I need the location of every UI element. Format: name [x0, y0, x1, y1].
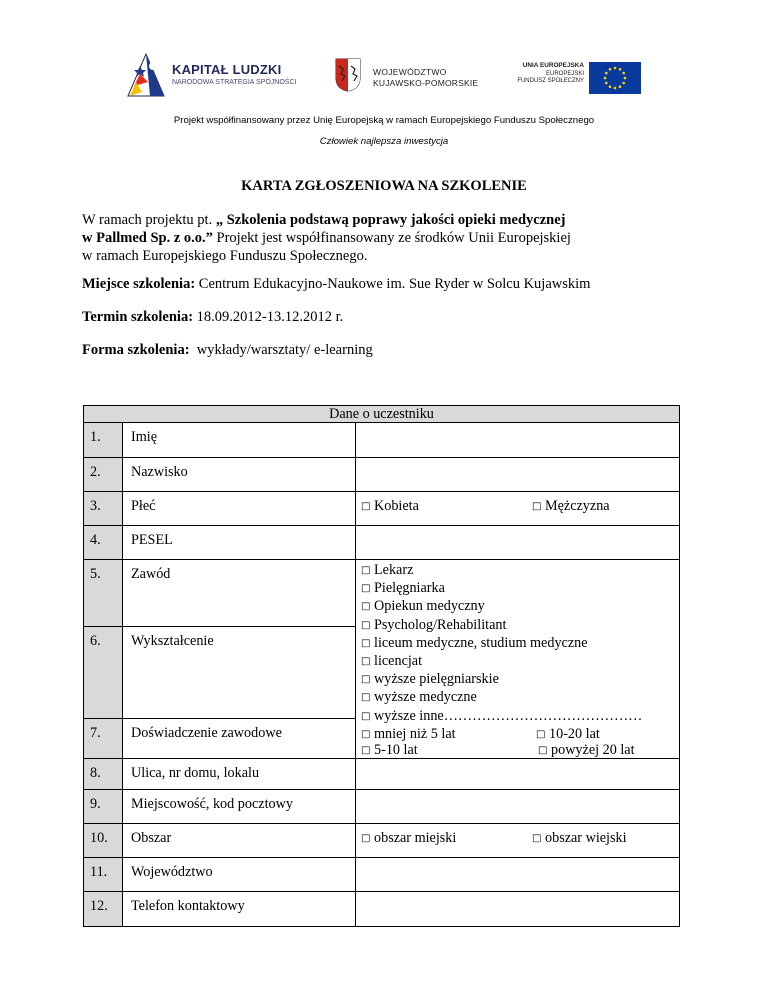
row-label: Ulica, nr domu, lokalu: [131, 765, 260, 782]
row-label: Obszar: [131, 830, 172, 847]
table-header-row: [84, 406, 680, 423]
checkbox-icon: □: [361, 501, 371, 512]
checkbox-icon: □: [361, 833, 371, 845]
eu-logo-text: [517, 62, 584, 86]
row-label: Nazwisko: [131, 464, 188, 480]
training-term: [82, 309, 702, 326]
training-term-label: Termin szkolenia:: [82, 309, 194, 325]
profession-option[interactable]: □ Opiekun medyczny: [361, 598, 485, 615]
table-row: [84, 759, 680, 790]
experience-option[interactable]: □ 10-20 lat: [536, 725, 600, 742]
last-name-field[interactable]: [356, 458, 680, 492]
row-label: Imię: [131, 429, 157, 445]
row-number: 2.: [90, 464, 101, 480]
table-row: [84, 824, 680, 858]
row-number: 7.: [90, 724, 101, 741]
training-term-value: 18.09.2012-13.12.2012 r.: [193, 309, 344, 325]
intro-paragraph: [82, 211, 702, 265]
row-number: 12.: [90, 898, 108, 915]
document-title: KARTA ZGŁOSZENIOWA NA SZKOLENIE: [241, 178, 527, 194]
education-option[interactable]: □ wyższe inne……………………………………: [361, 707, 643, 724]
checkbox-icon: □: [532, 833, 542, 845]
training-form: [82, 342, 702, 359]
row-number: 5.: [90, 566, 101, 582]
wojewodztwo-line-1: WOJEWÓDZTWO: [373, 67, 447, 77]
profession-education-experience-cell: [356, 560, 680, 759]
city-postal-code-field[interactable]: [356, 790, 680, 824]
project-name-1: „ Szkolenia podstawą poprawy jakości opieki medycznej: [215, 212, 566, 228]
row-number: 8.: [90, 765, 101, 782]
experience-option[interactable]: □ 5-10 lat: [361, 742, 418, 759]
row-label: Województwo: [131, 864, 213, 881]
experience-option[interactable]: □ mniej niż 5 lat: [361, 725, 456, 742]
training-form-label: Forma szkolenia:: [82, 342, 190, 358]
education-option[interactable]: □ liceum medyczne, studium medyczne: [361, 634, 588, 651]
row-number: 10.: [90, 830, 108, 847]
row-number: 9.: [90, 796, 101, 813]
table-row: [84, 790, 680, 824]
table-row: [84, 526, 680, 560]
checkbox-icon: □: [532, 501, 542, 512]
area-option-rural[interactable]: □ obszar wiejski: [532, 830, 627, 847]
cofinance-note: Projekt współfinansowany przez Unię Europejską w ramach Europejskiego Funduszu Społecznego: [173, 115, 595, 126]
row-label: PESEL: [131, 532, 173, 548]
table-row: [84, 858, 680, 892]
row-number: 1.: [90, 429, 101, 445]
first-name-field[interactable]: [356, 423, 680, 458]
row-label: Miejscowość, kod pocztowy: [131, 796, 293, 813]
table-row: [84, 560, 680, 627]
eu-logo: [516, 62, 641, 102]
row-number: 4.: [90, 532, 101, 548]
intro-rest-1: Projekt jest współfinansowany ze środków Unii Europejskiej: [212, 230, 571, 246]
gender-option-female[interactable]: □ Kobieta: [361, 498, 419, 514]
training-place: [82, 276, 702, 293]
row-number: 6.: [90, 633, 101, 650]
voivodeship-field[interactable]: [356, 858, 680, 892]
kapital-ludzki-subtitle: NARODOWA STRATEGIA SPÓJNOŚCI: [172, 79, 297, 86]
row-label: Zawód: [131, 566, 171, 582]
coat-of-arms-icon: [335, 58, 361, 92]
intro-rest-2: w ramach Europejskiego Funduszu Społecznego.: [82, 248, 368, 264]
row-label: Płeć: [131, 498, 156, 514]
phone-field[interactable]: [356, 892, 680, 927]
participant-data-table: [83, 405, 680, 927]
project-name-2: w Pallmed Sp. z o.o.”: [82, 230, 213, 246]
kapital-ludzki-title: KAPITAŁ LUDZKI: [172, 62, 282, 77]
row-label: Wykształcenie: [131, 633, 214, 650]
training-place-label: Miejsce szkolenia:: [82, 276, 196, 292]
logo-strip: [0, 52, 768, 102]
area-option-urban[interactable]: □ obszar miejski: [361, 830, 457, 847]
kapital-ludzki-emblem-icon: [126, 52, 166, 98]
wojewodztwo-line-2: KUJAWSKO-POMORSKIE: [373, 78, 479, 88]
eu-flag-icon: [589, 62, 641, 94]
education-option[interactable]: □ wyższe pielęgniarskie: [361, 671, 499, 688]
profession-option[interactable]: □ Pielęgniarka: [361, 580, 445, 597]
table-row: [84, 458, 680, 492]
experience-option[interactable]: □ powyżej 20 lat: [538, 742, 635, 759]
training-form-value: wykłady/warsztaty/ e-learning: [189, 342, 373, 358]
table-header: Dane o uczestniku: [84, 406, 680, 423]
education-option[interactable]: □ wyższe medyczne: [361, 689, 477, 706]
pesel-field[interactable]: [356, 526, 680, 560]
gender-option-male[interactable]: □ Mężczyzna: [532, 498, 610, 514]
motto: Człowiek najlepsza inwestycja: [319, 136, 449, 147]
profession-option[interactable]: □ Psycholog/Rehabilitant: [361, 616, 507, 633]
wojewodztwo-logo: [335, 58, 495, 98]
row-label: Doświadczenie zawodowe: [131, 724, 282, 741]
table-row: [84, 492, 680, 526]
street-field[interactable]: [356, 759, 680, 790]
row-label: Telefon kontaktowy: [131, 898, 245, 915]
table-row: [84, 423, 680, 458]
row-number: 3.: [90, 498, 101, 514]
eu-line-2: EUROPEJSKI: [545, 70, 584, 77]
eu-line-3: FUNDUSZ SPOŁECZNY: [517, 78, 584, 84]
profession-option[interactable]: □ Lekarz: [361, 562, 414, 578]
row-number: 11.: [90, 864, 108, 881]
intro-pre: W ramach projektu pt.: [82, 212, 216, 228]
education-option[interactable]: □ licencjat: [361, 653, 423, 670]
eu-line-1: UNIA EUROPEJSKA: [522, 62, 584, 69]
kapital-ludzki-logo: [126, 52, 316, 98]
training-place-value: Centrum Edukacyjno-Naukowe im. Sue Ryder w Solcu Kujawskim: [195, 276, 591, 292]
table-row: [84, 892, 680, 927]
